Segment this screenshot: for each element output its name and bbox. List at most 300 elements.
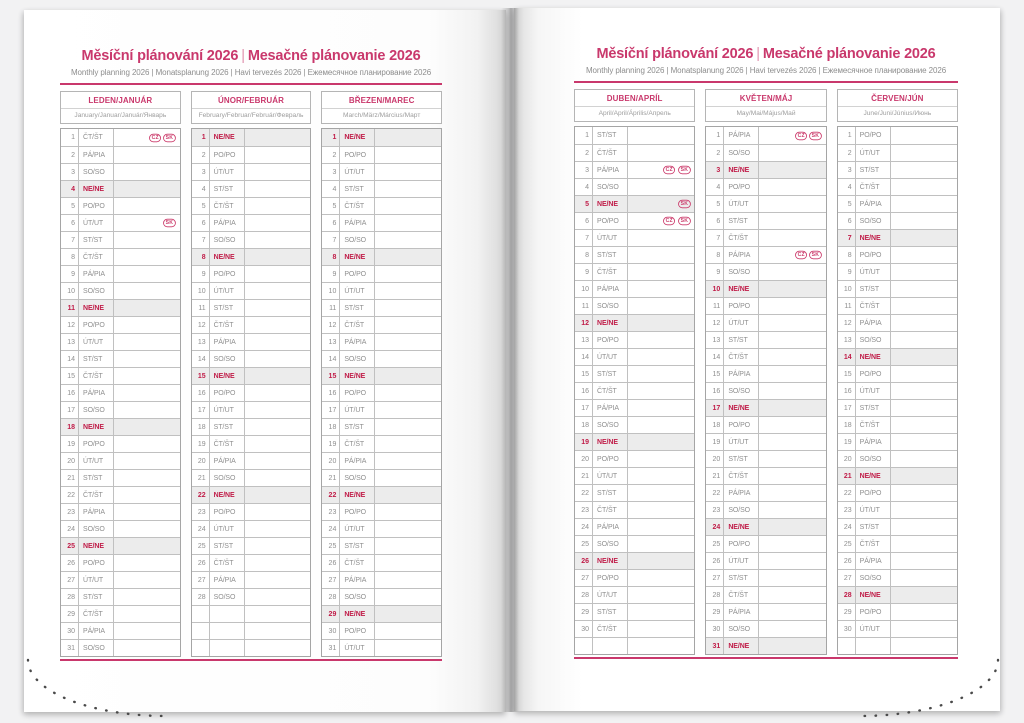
day-abbreviation: SO/SO	[593, 179, 628, 195]
day-abbreviation: NE/NE	[856, 587, 891, 603]
notes-cell	[759, 383, 825, 399]
day-abbreviation: ST/ST	[210, 181, 245, 197]
day-row	[61, 605, 180, 622]
day-abbreviation: ÚT/UT	[856, 145, 891, 161]
month-name: ČERVEN/JÚN	[838, 90, 957, 107]
notes-cell	[628, 519, 694, 535]
notes-cell	[628, 536, 694, 552]
day-row	[192, 316, 311, 333]
day-row	[706, 552, 825, 569]
day-number: 10	[61, 283, 79, 299]
notes-cell	[245, 266, 311, 282]
notes-cell	[759, 162, 825, 178]
day-row	[838, 620, 957, 637]
notes-cell	[628, 230, 694, 246]
notes-cell	[375, 402, 441, 418]
day-abbreviation: PO/PO	[210, 385, 245, 401]
day-number: 5	[322, 198, 340, 214]
notes-cell	[891, 213, 957, 229]
day-row	[575, 416, 694, 433]
day-abbreviation: ČT/ŠT	[340, 198, 375, 214]
day-number: 15	[192, 368, 210, 384]
notes-cell	[245, 470, 311, 486]
day-abbreviation: ST/ST	[79, 470, 114, 486]
day-number: 21	[322, 470, 340, 486]
day-abbreviation: ÚT/UT	[340, 521, 375, 537]
notes-cell	[891, 485, 957, 501]
notes-cell	[628, 145, 694, 161]
notes-cell	[245, 606, 311, 622]
day-abbreviation	[856, 638, 891, 654]
day-row	[61, 418, 180, 435]
day-row	[575, 586, 694, 603]
notes-cell	[114, 181, 180, 197]
day-number: 14	[706, 349, 724, 365]
notes-cell	[759, 247, 825, 263]
day-abbreviation: ÚT/UT	[593, 468, 628, 484]
day-row	[706, 195, 825, 212]
day-abbreviation: ST/ST	[210, 419, 245, 435]
notes-cell	[245, 589, 311, 605]
day-abbreviation: PO/PO	[79, 198, 114, 214]
empty-row	[192, 622, 311, 639]
day-abbreviation: PÁ/PIA	[79, 147, 114, 163]
notes-cell	[375, 589, 441, 605]
day-number: 1	[706, 127, 724, 144]
notes-cell	[375, 572, 441, 588]
day-number: 11	[61, 300, 79, 316]
day-abbreviation: SO/SO	[79, 283, 114, 299]
day-number	[192, 640, 210, 656]
day-abbreviation: SO/SO	[856, 332, 891, 348]
notes-cell	[375, 385, 441, 401]
day-row	[838, 382, 957, 399]
empty-row	[192, 639, 311, 656]
notes-cell	[759, 196, 825, 212]
notes-cell	[759, 587, 825, 603]
day-row	[706, 501, 825, 518]
day-row	[706, 246, 825, 263]
notes-cell	[114, 589, 180, 605]
day-abbreviation: SO/SO	[210, 232, 245, 248]
notes-cell	[891, 349, 957, 365]
day-number: 27	[322, 572, 340, 588]
day-row	[61, 367, 180, 384]
notes-cell	[375, 129, 441, 146]
day-row	[61, 197, 180, 214]
day-number: 6	[61, 215, 79, 231]
day-number: 2	[192, 147, 210, 163]
day-abbreviation: NE/NE	[340, 129, 375, 146]
day-row	[61, 299, 180, 316]
day-number: 29	[706, 604, 724, 620]
day-number: 13	[322, 334, 340, 350]
notes-cell	[628, 349, 694, 365]
page-title	[60, 48, 442, 64]
day-row	[575, 127, 694, 144]
day-number: 30	[575, 621, 593, 637]
notes-cell	[245, 402, 311, 418]
notes-cell	[759, 638, 825, 654]
day-abbreviation: PÁ/PIA	[340, 453, 375, 469]
day-number: 31	[322, 640, 340, 656]
notes-cell	[245, 300, 311, 316]
day-number: 3	[706, 162, 724, 178]
day-row	[61, 554, 180, 571]
day-number: 16	[575, 383, 593, 399]
footer-rule	[574, 657, 958, 659]
notes-cell	[891, 383, 957, 399]
day-abbreviation: PO/PO	[593, 213, 628, 229]
day-number: 17	[322, 402, 340, 418]
day-abbreviation: PÁ/PIA	[724, 127, 759, 144]
months-left-page	[60, 91, 442, 657]
day-number: 10	[192, 283, 210, 299]
day-abbreviation: ST/ST	[210, 538, 245, 554]
day-row	[192, 129, 311, 146]
day-number: 23	[575, 502, 593, 518]
day-abbreviation: NE/NE	[724, 519, 759, 535]
title-translations: Monthly planning 2026 | Monatsplanung 2026 | Havi tervezés 2026 | Ежемесячное планирование 2026	[585, 66, 947, 75]
day-abbreviation: ČT/ŠT	[79, 249, 114, 265]
day-number: 7	[706, 230, 724, 246]
month-translations: April/April/Április/Апрель	[598, 110, 671, 117]
day-abbreviation: ČT/ŠT	[340, 317, 375, 333]
day-abbreviation: ÚT/UT	[340, 164, 375, 180]
notes-cell	[245, 436, 311, 452]
day-number: 27	[61, 572, 79, 588]
day-number: 11	[322, 300, 340, 316]
day-abbreviation: NE/NE	[856, 349, 891, 365]
day-row	[838, 467, 957, 484]
notes-cell	[114, 436, 180, 452]
notes-cell	[891, 519, 957, 535]
day-abbreviation: ÚT/UT	[79, 334, 114, 350]
day-number: 11	[192, 300, 210, 316]
day-abbreviation: SO/SO	[856, 213, 891, 229]
day-abbreviation: PÁ/PIA	[210, 453, 245, 469]
day-row	[192, 333, 311, 350]
notes-cell	[891, 366, 957, 382]
day-abbreviation: PO/PO	[593, 570, 628, 586]
day-number: 13	[192, 334, 210, 350]
day-row	[575, 365, 694, 382]
day-abbreviation: SO/SO	[79, 164, 114, 180]
month-header	[574, 89, 695, 122]
day-abbreviation: ČT/ŠT	[724, 587, 759, 603]
day-abbreviation: NE/NE	[856, 230, 891, 246]
day-number: 21	[838, 468, 856, 484]
notes-cell	[375, 300, 441, 316]
month-header	[321, 91, 442, 124]
day-number	[192, 623, 210, 639]
notes-cell	[114, 147, 180, 163]
day-row	[322, 622, 441, 639]
day-number: 26	[192, 555, 210, 571]
day-abbreviation: PÁ/PIA	[856, 315, 891, 331]
day-row	[192, 520, 311, 537]
notes-cell	[628, 570, 694, 586]
day-row	[322, 401, 441, 418]
day-abbreviation: ST/ST	[856, 162, 891, 178]
day-number: 9	[322, 266, 340, 282]
day-row	[61, 639, 180, 656]
day-row	[61, 180, 180, 197]
day-number: 8	[706, 247, 724, 263]
day-number: 25	[322, 538, 340, 554]
day-number: 20	[706, 451, 724, 467]
day-abbreviation: PO/PO	[79, 436, 114, 452]
day-abbreviation: PÁ/PIA	[856, 553, 891, 569]
day-abbreviation: ÚT/UT	[210, 402, 245, 418]
notes-cell	[114, 198, 180, 214]
day-row	[706, 484, 825, 501]
notes-cell	[114, 453, 180, 469]
day-abbreviation: PÁ/PIA	[856, 196, 891, 212]
notes-cell	[891, 332, 957, 348]
day-number: 26	[61, 555, 79, 571]
notes-cell	[759, 281, 825, 297]
day-number: 12	[706, 315, 724, 331]
day-number: 19	[575, 434, 593, 450]
day-number: 1	[575, 127, 593, 144]
notes-cell	[375, 640, 441, 656]
day-abbreviation: NE/NE	[210, 368, 245, 384]
day-number: 22	[192, 487, 210, 503]
notes-cell	[114, 164, 180, 180]
notes-cell	[628, 553, 694, 569]
title-czech: Měsíční plánování 2026	[596, 46, 754, 62]
day-number: 18	[61, 419, 79, 435]
day-row	[575, 518, 694, 535]
notes-cell	[245, 623, 311, 639]
notes-cell	[759, 179, 825, 195]
day-abbreviation: PÁ/PIA	[210, 334, 245, 350]
notes-cell	[375, 147, 441, 163]
notes-cell	[114, 317, 180, 333]
day-number: 17	[706, 400, 724, 416]
day-number: 17	[61, 402, 79, 418]
day-row	[706, 263, 825, 280]
day-row	[575, 195, 694, 212]
day-row	[61, 435, 180, 452]
day-row	[192, 469, 311, 486]
day-row	[61, 265, 180, 282]
month-translations: March/März/Március/Март	[343, 112, 421, 119]
day-row	[192, 588, 311, 605]
day-number: 18	[322, 419, 340, 435]
month-table	[705, 126, 826, 655]
day-abbreviation: ST/ST	[593, 366, 628, 382]
day-row	[575, 620, 694, 637]
day-abbreviation: PÁ/PIA	[724, 247, 759, 263]
month-header	[705, 89, 826, 122]
notes-cell	[245, 572, 311, 588]
day-abbreviation: ÚT/UT	[593, 587, 628, 603]
day-row	[838, 586, 957, 603]
day-row	[838, 212, 957, 229]
day-abbreviation: ČT/ŠT	[856, 298, 891, 314]
day-number: 28	[192, 589, 210, 605]
day-number: 27	[192, 572, 210, 588]
month-translations: February/Februar/Február/Февраль	[198, 112, 304, 119]
notes-cell	[759, 230, 825, 246]
notes-cell	[628, 264, 694, 280]
notes-cell	[628, 366, 694, 382]
notes-cell	[759, 502, 825, 518]
day-abbreviation: ČT/ŠT	[593, 145, 628, 161]
day-number: 16	[192, 385, 210, 401]
day-abbreviation: SO/SO	[340, 232, 375, 248]
day-row	[61, 333, 180, 350]
day-abbreviation: ÚT/UT	[856, 383, 891, 399]
day-number: 22	[838, 485, 856, 501]
day-abbreviation: NE/NE	[724, 281, 759, 297]
day-abbreviation: PO/PO	[724, 298, 759, 314]
day-abbreviation: ČT/ŠT	[856, 536, 891, 552]
day-abbreviation: SO/SO	[724, 145, 759, 161]
day-number: 19	[838, 434, 856, 450]
notes-cell	[759, 298, 825, 314]
day-number: 12	[575, 315, 593, 331]
day-number: 23	[61, 504, 79, 520]
day-row	[838, 365, 957, 382]
day-abbreviation: ČT/ŠT	[210, 198, 245, 214]
month-calendar	[574, 89, 695, 655]
title-slovak: Mesačné plánovanie 2026	[247, 48, 421, 64]
right-page	[514, 8, 1000, 711]
notes-cell	[245, 215, 311, 231]
day-abbreviation: PÁ/PIA	[593, 519, 628, 535]
day-abbreviation: PÁ/PIA	[79, 504, 114, 520]
day-row	[838, 348, 957, 365]
notes-cell	[245, 129, 311, 146]
day-abbreviation: PÁ/PIA	[724, 604, 759, 620]
notes-cell	[628, 162, 694, 178]
day-row	[61, 316, 180, 333]
day-abbreviation: PÁ/PIA	[340, 572, 375, 588]
day-row	[706, 229, 825, 246]
day-row	[706, 178, 825, 195]
day-row	[706, 314, 825, 331]
day-abbreviation	[210, 606, 245, 622]
day-abbreviation: ČT/ŠT	[210, 555, 245, 571]
day-abbreviation: ST/ST	[593, 247, 628, 263]
day-row	[322, 554, 441, 571]
day-row	[838, 399, 957, 416]
day-row	[192, 180, 311, 197]
day-number: 12	[61, 317, 79, 333]
day-abbreviation: SO/SO	[856, 570, 891, 586]
notes-cell	[375, 232, 441, 248]
notes-cell	[891, 247, 957, 263]
notes-cell	[114, 215, 180, 231]
notes-cell	[375, 623, 441, 639]
notes-cell	[114, 521, 180, 537]
notes-cell	[891, 604, 957, 620]
day-row	[61, 622, 180, 639]
day-number: 11	[706, 298, 724, 314]
day-abbreviation: NE/NE	[79, 300, 114, 316]
day-abbreviation: PO/PO	[210, 147, 245, 163]
day-row	[838, 178, 957, 195]
day-number: 14	[61, 351, 79, 367]
day-abbreviation: PO/PO	[340, 385, 375, 401]
day-row	[61, 214, 180, 231]
notes-cell	[114, 572, 180, 588]
notes-cell	[759, 468, 825, 484]
day-abbreviation: PÁ/PIA	[593, 162, 628, 178]
notes-cell	[759, 332, 825, 348]
day-number: 5	[838, 196, 856, 212]
day-number	[575, 638, 593, 654]
day-abbreviation: SO/SO	[210, 589, 245, 605]
day-row	[322, 265, 441, 282]
day-abbreviation	[593, 638, 628, 654]
day-abbreviation: SO/SO	[593, 298, 628, 314]
notes-cell	[245, 147, 311, 163]
day-number: 24	[706, 519, 724, 535]
day-abbreviation: ST/ST	[593, 485, 628, 501]
notes-cell	[375, 164, 441, 180]
notes-cell	[114, 419, 180, 435]
notes-cell	[759, 621, 825, 637]
notes-cell	[628, 196, 694, 212]
day-abbreviation: ČT/ŠT	[79, 368, 114, 384]
day-abbreviation: ST/ST	[856, 400, 891, 416]
day-row	[192, 418, 311, 435]
day-number: 23	[706, 502, 724, 518]
day-row	[838, 127, 957, 144]
notes-cell	[628, 621, 694, 637]
day-row	[575, 450, 694, 467]
day-row	[575, 229, 694, 246]
day-abbreviation: ČT/ŠT	[593, 502, 628, 518]
day-row	[575, 178, 694, 195]
day-number: 15	[706, 366, 724, 382]
notes-cell	[114, 249, 180, 265]
notes-cell	[759, 145, 825, 161]
day-abbreviation: ČT/ŠT	[340, 436, 375, 452]
notes-cell	[759, 417, 825, 433]
holiday-badge-sk: SK	[809, 251, 822, 260]
day-row	[838, 161, 957, 178]
day-number: 17	[192, 402, 210, 418]
day-abbreviation: NE/NE	[210, 249, 245, 265]
notes-cell	[245, 283, 311, 299]
day-number: 26	[575, 553, 593, 569]
day-number: 25	[838, 536, 856, 552]
months-right-page	[574, 89, 958, 655]
day-row	[838, 416, 957, 433]
day-abbreviation: ÚT/UT	[79, 453, 114, 469]
day-number	[838, 638, 856, 654]
day-number: 2	[706, 145, 724, 161]
day-number: 11	[575, 298, 593, 314]
day-abbreviation: ČT/ŠT	[593, 264, 628, 280]
day-abbreviation: NE/NE	[210, 487, 245, 503]
day-abbreviation: PO/PO	[856, 366, 891, 382]
day-row	[575, 382, 694, 399]
day-number: 8	[575, 247, 593, 263]
day-row	[322, 537, 441, 554]
notes-cell	[759, 485, 825, 501]
day-number: 20	[192, 453, 210, 469]
day-row	[706, 212, 825, 229]
day-number: 8	[192, 249, 210, 265]
day-number: 15	[838, 366, 856, 382]
title-czech: Měsíční plánování 2026	[81, 48, 239, 64]
